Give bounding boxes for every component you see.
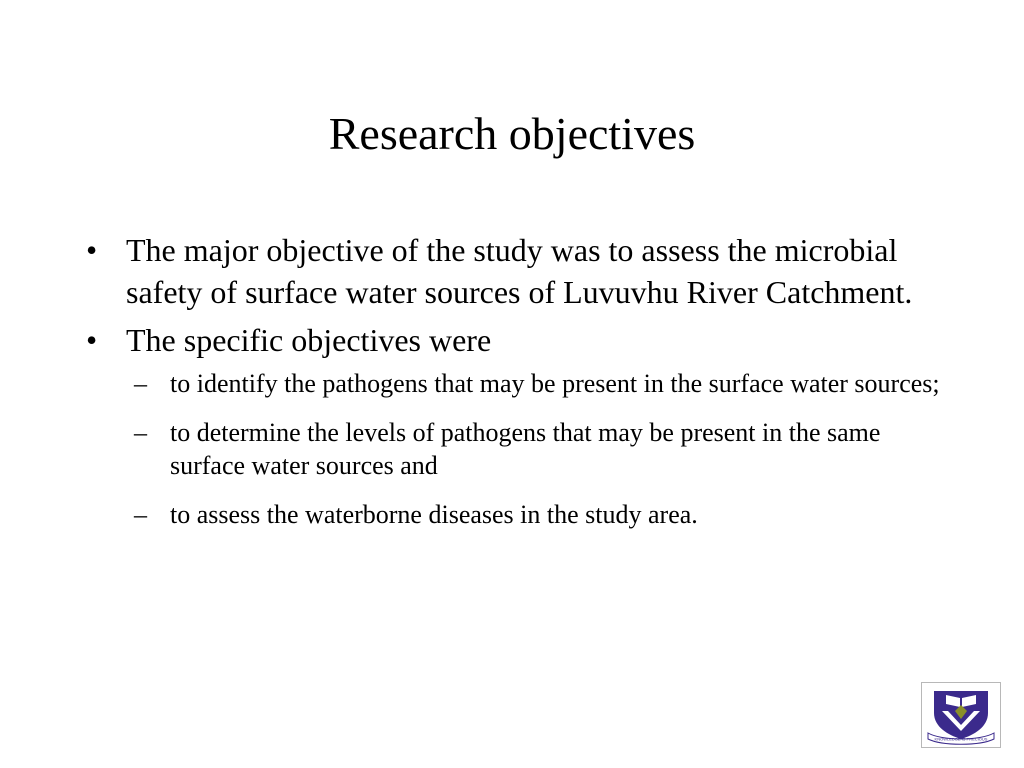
sub-bullet-text: to identify the pathogens that may be present in the surface water sources;: [170, 369, 940, 398]
bullet-marker: •: [86, 322, 98, 358]
sub-bullet-text: to determine the levels of pathogens that may be present in the same surface water sources and: [170, 418, 881, 480]
sub-bullet-marker: –: [134, 418, 147, 447]
sub-bullet-marker: –: [134, 500, 147, 529]
slide-title: Research objectives: [328, 108, 696, 159]
sub-bullet-item: [126, 367, 944, 400]
bullet-item: [84, 319, 944, 361]
slide-body: [84, 229, 944, 547]
sub-bullet-text: to assess the waterborne diseases in the study area.: [170, 500, 698, 529]
motto-ribbon: KNOWLEDGE IS PRECIOUS: [934, 736, 988, 742]
bullet-text: The specific objectives were: [126, 322, 492, 358]
sub-bullet-item: [126, 416, 944, 482]
university-crest-logo: [921, 682, 1001, 748]
university-crest-icon: [922, 683, 1000, 747]
sub-bullet-item: [126, 498, 944, 531]
bullet-item: [84, 229, 944, 313]
sub-bullet-marker: –: [134, 369, 147, 398]
bullet-text: The major objective of the study was to assess the microbial safety of surface water sources of Luvuvhu River Catchment.: [126, 232, 913, 310]
sub-bullet-list: [126, 367, 944, 531]
bullet-marker: •: [86, 232, 98, 268]
